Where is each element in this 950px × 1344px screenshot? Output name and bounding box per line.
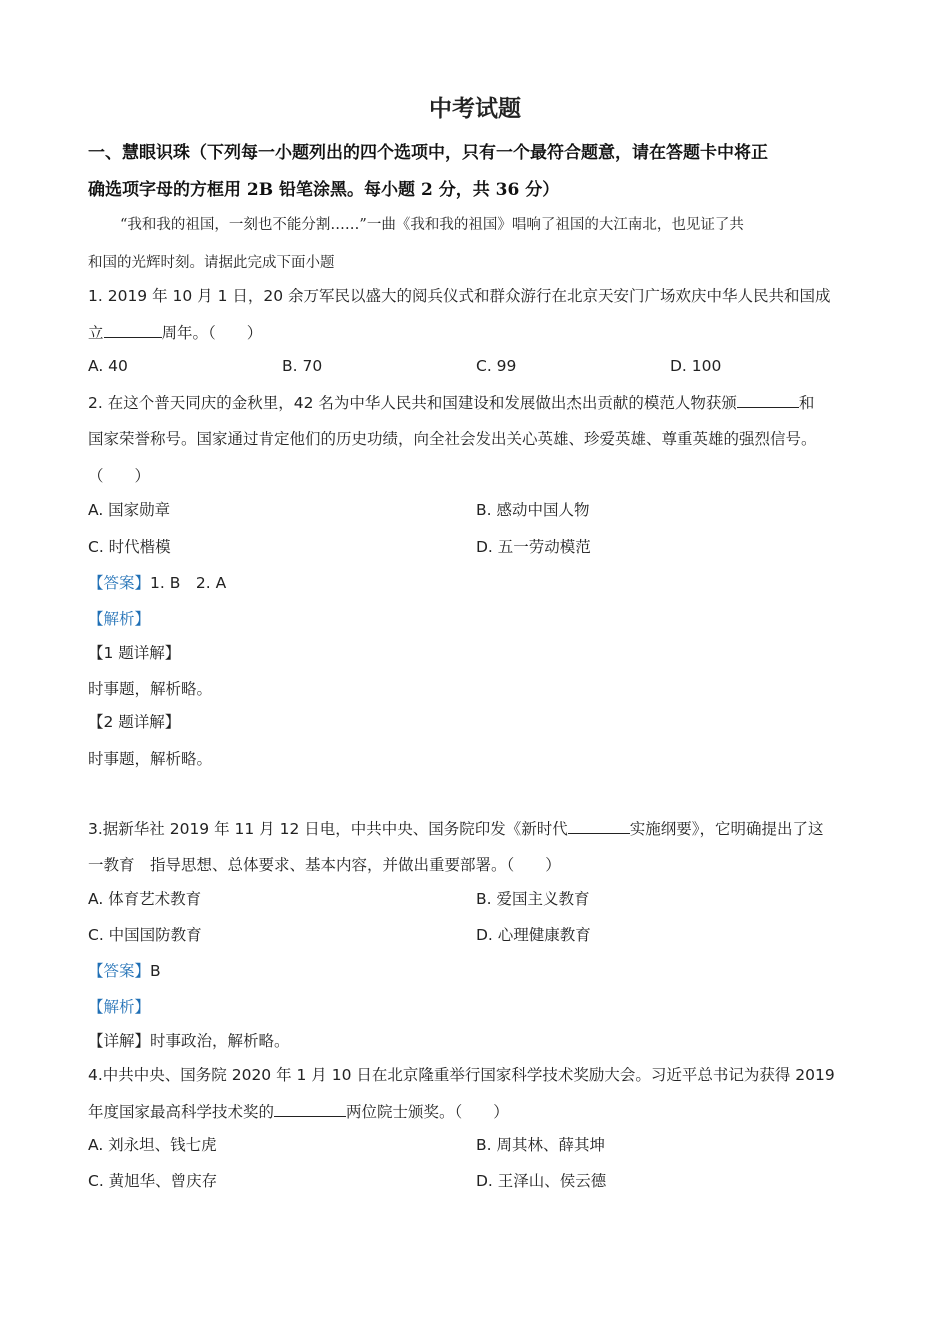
- question-3-text-pre: 3.据新华社 2019 年 11 月 12 日电，中共中央、国务院印发《新时代: [88, 820, 568, 838]
- question-2-line2: 国家荣誉称号。国家通过肯定他们的历史功绩，向全社会发出关心英雄、珍爱英雄、尊重英雄的强烈信号。: [88, 430, 817, 448]
- answer-blank: [568, 818, 630, 834]
- answer-blank: [737, 392, 799, 408]
- question-4-line2: [88, 1101, 509, 1122]
- question-3-option-b: B. 爱国主义教育: [476, 890, 590, 908]
- answer-text: 1. B 2. A: [150, 574, 227, 592]
- detail-1-heading: 【1 题详解】: [88, 644, 181, 662]
- question-4-text-pre: 年度国家最高科学技术奖的: [88, 1103, 275, 1121]
- question-2-option-d: D. 五一劳动模范: [476, 538, 591, 556]
- question-2-option-c: C. 时代楷模: [88, 538, 171, 556]
- question-3-text-post: 实施纲要》，它明确提出了这: [629, 820, 824, 838]
- question-3-option-c: C. 中国国防教育: [88, 926, 202, 944]
- question-1-option-c: C. 99: [476, 357, 517, 375]
- question-1-line2: [88, 322, 262, 343]
- detail-1-text: 时事题，解析略。: [88, 680, 213, 698]
- question-1-text-pre: 立: [88, 324, 104, 342]
- question-3-option-d: D. 心理健康教育: [476, 926, 591, 944]
- question-4-text-post: 两位院士颁奖。（ ）: [346, 1103, 509, 1121]
- intro-line2: 和国的光辉时刻。请据此完成下面小题: [88, 255, 335, 271]
- question-2-line3: （ ）: [88, 467, 151, 485]
- question-1-option-b: B. 70: [282, 357, 323, 375]
- analysis-tag: 【解析】: [88, 610, 151, 628]
- answer-text: B: [150, 962, 161, 980]
- question-2-line1: [88, 392, 814, 413]
- question-2-text-post: 和: [798, 394, 815, 412]
- question-4-option-b: B. 周其林、薛其坤: [476, 1136, 605, 1154]
- detail-2-text: 时事题，解析略。: [88, 750, 213, 768]
- answer-1-2: [88, 573, 226, 593]
- question-2-text-pre: 2. 在这个普天同庆的金秋里，42 名为中华人民共和国建设和发展做出杰出贡献的模范人物获颁: [88, 394, 737, 412]
- question-4-line1: 4.中共中央、国务院 2020 年 1 月 10 日在北京隆重举行国家科学技术奖励大会。习近平总书记为获得 2019: [88, 1066, 835, 1084]
- question-4-option-a: A. 刘永坦、钱七虎: [88, 1136, 217, 1154]
- detail-3: 【详解】时事政治，解析略。: [88, 1032, 290, 1050]
- question-3-line1: [88, 818, 824, 839]
- answer-blank: [104, 322, 162, 338]
- detail-2-heading: 【2 题详解】: [88, 713, 181, 731]
- answer-tag: 【答案】: [88, 574, 151, 592]
- analysis-tag: 【解析】: [88, 998, 151, 1016]
- question-3-line2: 一教育 指导思想、总体要求、基本内容，并做出重要部署。（ ）: [88, 856, 561, 874]
- answer-tag: 【答案】: [88, 962, 151, 980]
- intro-line1: “我和我的祖国，一刻也不能分割……”一曲《我和我的祖国》唱响了祖国的大江南北，也见证了共: [120, 217, 744, 233]
- question-3-option-a: A. 体育艺术教育: [88, 890, 202, 908]
- question-2-option-a: A. 国家勋章: [88, 501, 171, 519]
- question-1-text-post: 周年。（ ）: [161, 324, 263, 342]
- page-title: 中考试题: [429, 95, 521, 122]
- answer-3: [88, 961, 161, 981]
- answer-blank: [274, 1101, 346, 1117]
- question-2-option-b: B. 感动中国人物: [476, 501, 590, 519]
- section-heading-line2: 确选项字母的方框用 2B 铅笔涂黑。每小题 2 分，共 36 分）: [88, 180, 560, 200]
- question-1-line1: 1. 2019 年 10 月 1 日，20 余万军民以盛大的阅兵仪式和群众游行在北京天安门广场欢庆中华人民共和国成: [88, 287, 831, 305]
- section-heading-line1: 一、慧眼识珠（下列每一小题列出的四个选项中，只有一个最符合题意，请在答题卡中将正: [88, 143, 768, 163]
- question-4-option-c: C. 黄旭华、曾庆存: [88, 1172, 218, 1190]
- question-1-option-a: A. 40: [88, 357, 128, 375]
- question-1-option-d: D. 100: [670, 357, 722, 375]
- question-4-option-d: D. 王泽山、侯云德: [476, 1172, 607, 1190]
